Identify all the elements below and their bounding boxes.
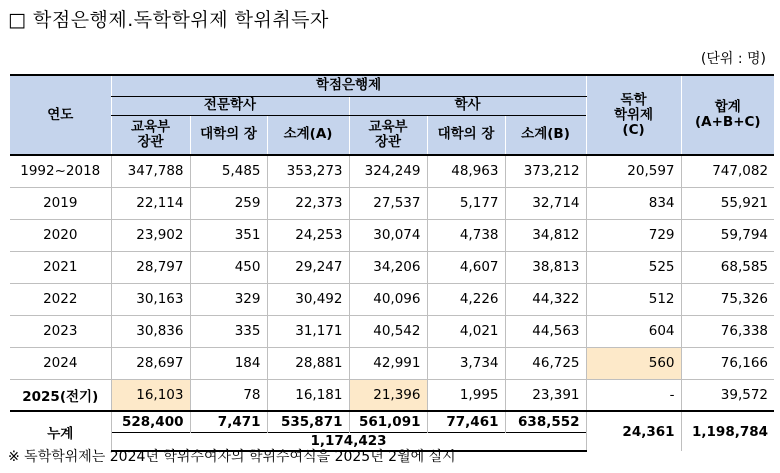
header-ba-univ: 대학의 장 <box>427 115 505 155</box>
cell: 23,902 <box>111 219 190 251</box>
row-year: 2022 <box>10 283 111 315</box>
header-year: 연도 <box>10 75 111 155</box>
highlighted-cell: 560 <box>586 347 681 379</box>
header-moe-line2: 장관 <box>137 133 164 150</box>
unit-label: (단위 : 명) <box>700 51 766 67</box>
cell: 353,273 <box>267 155 349 187</box>
page-title: □ 학점은행제.독학학위제 학위취득자 <box>8 9 329 31</box>
cell: 4,738 <box>427 219 505 251</box>
header-pro-univ: 대학의 장 <box>190 115 267 155</box>
header-moe-line1: 교육부 <box>368 118 408 135</box>
cell: 32,714 <box>505 187 586 219</box>
cell: 4,607 <box>427 251 505 283</box>
header-credit-bank: 학점은행제 <box>111 75 586 96</box>
table-row <box>10 315 774 347</box>
total-selfstudy: 24,361 <box>586 411 681 451</box>
cell: 324,249 <box>349 155 427 187</box>
cell: 834 <box>586 187 681 219</box>
header-ba-subtotal: 소계(B) <box>505 115 586 155</box>
row-year: 2019 <box>10 187 111 219</box>
cell: 351 <box>190 219 267 251</box>
cell: 22,114 <box>111 187 190 219</box>
header-pro-subtotal: 소계(A) <box>267 115 349 155</box>
cell: 34,206 <box>349 251 427 283</box>
cell: 29,247 <box>267 251 349 283</box>
cell: 30,492 <box>267 283 349 315</box>
total-cell: 561,091 <box>349 411 427 432</box>
table-row <box>10 379 774 411</box>
total-cell: 535,871 <box>267 411 349 432</box>
row-year: 1992~2018 <box>10 155 111 187</box>
cell: 48,963 <box>427 155 505 187</box>
cell: 20,597 <box>586 155 681 187</box>
row-year: 2021 <box>10 251 111 283</box>
cell: 729 <box>586 219 681 251</box>
cell: 525 <box>586 251 681 283</box>
cell: 335 <box>190 315 267 347</box>
row-year: 2020 <box>10 219 111 251</box>
credit-bank-total: 1,174,423 <box>111 432 586 451</box>
cell: 31,171 <box>267 315 349 347</box>
cell: 30,836 <box>111 315 190 347</box>
cell: 76,338 <box>681 315 774 347</box>
row-year: 2025(전기) <box>10 379 111 411</box>
cell: 4,226 <box>427 283 505 315</box>
cell: 44,563 <box>505 315 586 347</box>
cell: - <box>586 379 681 411</box>
cell: 184 <box>190 347 267 379</box>
cell: 75,326 <box>681 283 774 315</box>
cell: 78 <box>190 379 267 411</box>
row-year: 2023 <box>10 315 111 347</box>
cell: 44,322 <box>505 283 586 315</box>
header-selfstudy-line3: (C) <box>622 121 645 138</box>
table-row <box>10 283 774 315</box>
graduates-table <box>10 74 774 452</box>
header-sum-line1: 합계 <box>714 99 741 115</box>
cell: 4,021 <box>427 315 505 347</box>
cell: 5,177 <box>427 187 505 219</box>
cell: 23,391 <box>505 379 586 411</box>
cell: 68,585 <box>681 251 774 283</box>
total-cell: 7,471 <box>190 411 267 432</box>
cell: 24,253 <box>267 219 349 251</box>
table-row <box>10 187 774 219</box>
cell: 34,812 <box>505 219 586 251</box>
cell: 5,485 <box>190 155 267 187</box>
highlighted-cell: 21,396 <box>349 379 427 411</box>
cell: 329 <box>190 283 267 315</box>
header-sum <box>681 75 774 155</box>
cell: 1,995 <box>427 379 505 411</box>
header-pro-moe <box>111 115 190 155</box>
cell: 59,794 <box>681 219 774 251</box>
cell: 27,537 <box>349 187 427 219</box>
table-row <box>10 219 774 251</box>
cell: 604 <box>586 315 681 347</box>
header-moe-line2: 장관 <box>374 133 402 150</box>
total-cell: 77,461 <box>427 411 505 432</box>
cell: 40,096 <box>349 283 427 315</box>
cell: 3,734 <box>427 347 505 379</box>
cell: 22,373 <box>267 187 349 219</box>
cell: 30,074 <box>349 219 427 251</box>
footnote: ※ 독학학위제는 2024년 학위수여자의 학위수여식을 2025년 2월에 실시 <box>8 449 456 465</box>
total-cell: 638,552 <box>505 411 586 432</box>
table-row <box>10 251 774 283</box>
header-sum-line2: (A+B+C) <box>694 114 761 130</box>
cell: 450 <box>190 251 267 283</box>
highlighted-cell: 16,103 <box>111 379 190 411</box>
cell: 46,725 <box>505 347 586 379</box>
cell: 28,697 <box>111 347 190 379</box>
cell: 259 <box>190 187 267 219</box>
cell: 373,212 <box>505 155 586 187</box>
cell: 16,181 <box>267 379 349 411</box>
total-grand: 1,198,784 <box>681 411 774 451</box>
header-selfstudy <box>586 75 681 155</box>
cell: 42,991 <box>349 347 427 379</box>
cell: 39,572 <box>681 379 774 411</box>
cell: 55,921 <box>681 187 774 219</box>
cell: 747,082 <box>681 155 774 187</box>
table-row <box>10 155 774 187</box>
cell: 76,166 <box>681 347 774 379</box>
table-row <box>10 347 774 379</box>
cell: 28,797 <box>111 251 190 283</box>
row-year: 2024 <box>10 347 111 379</box>
cell: 38,813 <box>505 251 586 283</box>
header-moe-line1: 교육부 <box>130 118 171 135</box>
cell: 347,788 <box>111 155 190 187</box>
total-label: 누계 <box>47 425 74 442</box>
header-selfstudy-line1: 독학 <box>620 91 647 108</box>
header-bachelor: 학사 <box>349 96 586 115</box>
cell: 30,163 <box>111 283 190 315</box>
cell: 40,542 <box>349 315 427 347</box>
header-professional: 전문학사 <box>111 96 349 115</box>
cell: 28,881 <box>267 347 349 379</box>
total-cell: 528,400 <box>111 411 190 432</box>
header-selfstudy-line2: 학위제 <box>613 106 654 123</box>
header-ba-moe <box>349 115 427 155</box>
cell: 512 <box>586 283 681 315</box>
